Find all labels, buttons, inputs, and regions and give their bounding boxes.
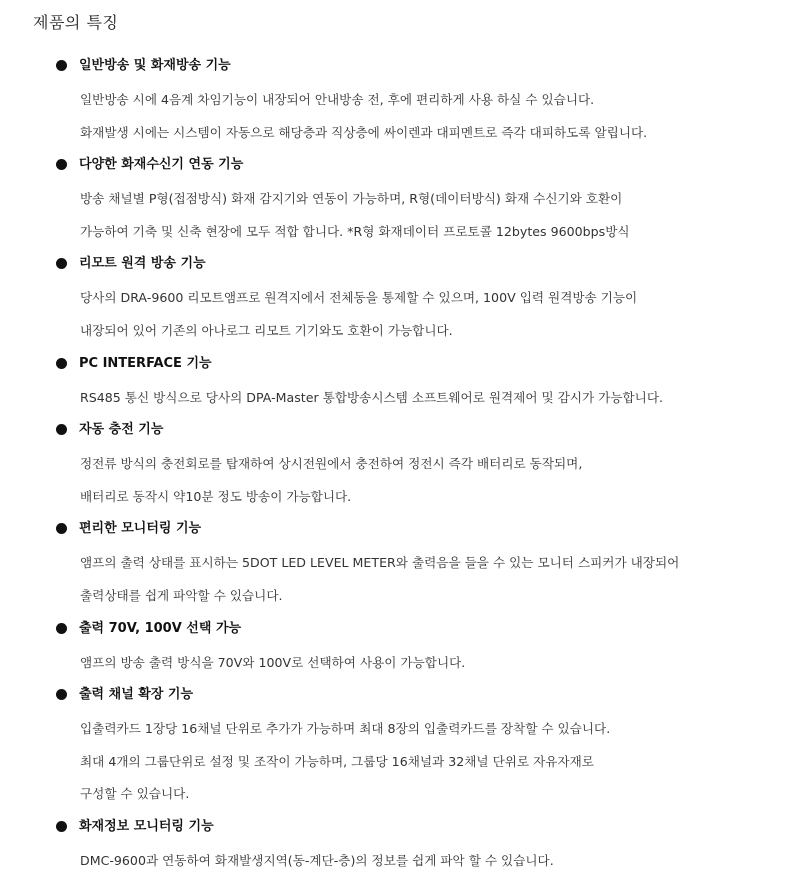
page-title: 제품의 특징: [33, 13, 119, 32]
bullet-icon: [56, 60, 67, 71]
feature-item: [0, 418, 800, 517]
feature-description-line: 내장되어 있어 기존의 아나로그 리모트 기기와도 호환이 가능합니다.: [80, 322, 453, 338]
feature-description-line: 앰프의 출력 상태를 표시하는 5DOT LED LEVEL METER와 출력음을 들을 수 있는 모니터 스피커가 내장되어: [80, 555, 680, 571]
feature-description-line: DMC-9600과 연동하여 화재발생지역(동-계단-층)의 정보를 쉽게 파악 할 수 있습니다.: [80, 852, 554, 868]
feature-heading-text: 화재정보 모니터링 기능: [79, 818, 214, 834]
feature-heading: [0, 352, 800, 386]
feature-description-line: 출력상태를 쉽게 파악할 수 있습니다.: [80, 587, 283, 603]
feature-heading: [0, 517, 800, 551]
feature-heading-text: 편리한 모니터링 기능: [79, 521, 202, 537]
feature-description-line: 앰프의 방송 출력 방식을 70V와 100V로 선택하여 사용이 가능합니다.: [80, 654, 466, 670]
feature-item: [0, 252, 800, 351]
feature-description-line: 정전류 방식의 충전회로를 탑재하여 상시전원에서 충전하여 정전시 즉각 배터리로 동작되며,: [80, 456, 583, 472]
feature-item: [0, 617, 800, 684]
bullet-icon: [56, 424, 67, 435]
feature-item: [0, 352, 800, 419]
feature-heading-text: 리모트 원격 방송 기능: [79, 256, 206, 272]
bullet-icon: [56, 689, 67, 700]
feature-description-line: 당사의 DRA-9600 리모트앰프로 원격지에서 전체동을 통제할 수 있으며, 100V 입력 원격방송 기능이: [80, 290, 638, 306]
feature-description-line: 가능하여 기축 및 신축 현장에 모두 적합 합니다. *R형 화재데이터 프로토콜 12bytes 9600bps방식: [80, 223, 630, 239]
feature-item: [0, 815, 800, 882]
feature-heading-text: 일반방송 및 화재방송 기능: [79, 58, 231, 73]
feature-heading: [0, 153, 800, 187]
feature-item: [0, 517, 800, 616]
feature-heading: [0, 617, 800, 651]
feature-description-line: 입출력카드 1장당 16채널 단위로 추가가 가능하며 최대 8장의 입출력카드를 장착할 수 있습니다.: [80, 721, 611, 737]
feature-heading: [0, 815, 800, 849]
feature-description-line: 구성할 수 있습니다.: [80, 786, 190, 802]
feature-description-line: RS485 통신 방식으로 당사의 DPA-Master 통합방송시스템 소프트웨어로 원격제어 및 감시가 가능합니다.: [80, 389, 663, 405]
feature-heading-text: 자동 충전 기능: [79, 422, 164, 438]
feature-description-line: 방송 채널별 P형(접점방식) 화재 감지기와 연동이 가능하며, R형(데이터방식) 화재 수신기와 호환이: [80, 191, 623, 207]
bullet-icon: [56, 159, 67, 170]
feature-heading: [0, 252, 800, 286]
bullet-icon: [56, 258, 67, 269]
bullet-icon: [56, 523, 67, 534]
feature-heading: [0, 683, 800, 717]
feature-list: [0, 54, 800, 882]
feature-heading-text: PC INTERFACE 기능: [79, 355, 212, 371]
feature-item: [0, 153, 800, 252]
feature-heading-text: 출력 70V, 100V 선택 가능: [79, 620, 242, 636]
feature-heading: [0, 54, 800, 88]
feature-description-line: 최대 4개의 그룹단위로 설정 및 조작이 가능하며, 그룹당 16채널과 32채널 단위로 자유자재로: [80, 753, 594, 769]
feature-heading-text: 출력 채널 확장 기능: [79, 687, 194, 703]
bullet-icon: [56, 623, 67, 634]
feature-heading: [0, 418, 800, 452]
feature-description-line: 화재발생 시에는 시스템이 자동으로 해당층과 직상층에 싸이렌과 대피멘트로 즉각 대피하도록 알립니다.: [80, 124, 648, 140]
feature-description-line: 일반방송 시에 4음계 차임기능이 내장되어 안내방송 전, 후에 편리하게 사용 하실 수 있습니다.: [80, 92, 595, 107]
feature-heading-text: 다양한 화재수신기 연동 기능: [79, 157, 244, 173]
bullet-icon: [56, 358, 67, 369]
feature-description-line: 배터리로 동작시 약10분 정도 방송이 가능합니다.: [80, 488, 352, 504]
bullet-icon: [56, 821, 67, 832]
feature-item: [0, 683, 800, 815]
feature-item: [0, 54, 800, 153]
